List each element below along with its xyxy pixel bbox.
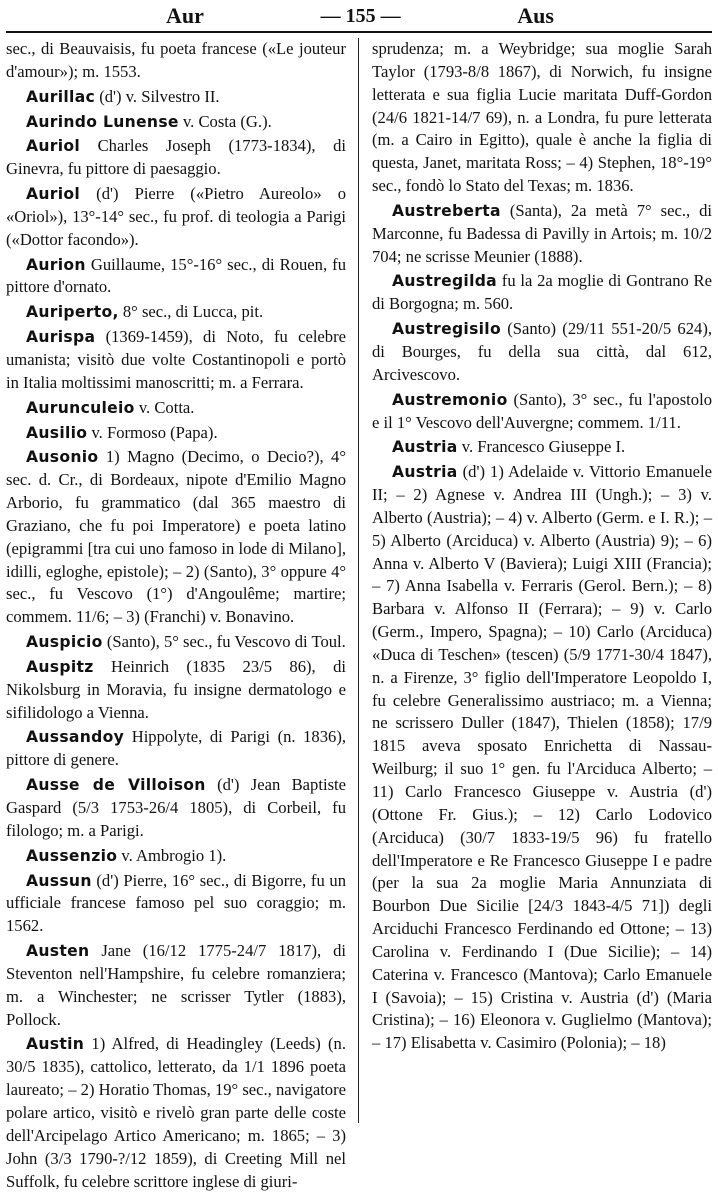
entry-body: Hippolyte, di Parigi (n. 1836), pittore di genere. (6, 727, 346, 770)
entry-headword: Austregilda (392, 272, 498, 291)
entry-headword: Aussandoy (26, 728, 125, 747)
left-column (6, 38, 346, 1195)
dictionary-entry (6, 422, 346, 445)
dictionary-entry (6, 301, 346, 324)
entry-body: (Santo), 3° sec., fu l'apostolo e il 1° Vescovo dell'Auvergne; commem. 1/11. (372, 389, 712, 432)
column-divider (358, 38, 359, 1123)
entry-body: Jane (16/12 1775-24/7 1817), di Steventon nell'Hampshire, fu celebre romanziera; m. a Winchester; ne scrisser Tytler (1883), Pollock. (6, 941, 346, 1029)
dictionary-entry (372, 461, 712, 1055)
header-right-guide-word: Aus (517, 3, 554, 28)
entry-headword: Austregisilo (392, 320, 501, 339)
entry-headword: Austin (26, 1035, 85, 1054)
dictionary-entry (6, 845, 346, 868)
entry-headword: Aurindo Lunense (26, 112, 179, 131)
entry-headword: Austremonio (392, 390, 508, 409)
entry-body: (1369-1459), di Noto, fu celebre umanista; visitò due volte Costantinopoli e portò in Italia moltissimi manoscritti; m. a Ferrara. (6, 327, 346, 392)
entry-body: 1) Alfred, di Headingley (Leeds) (n. 30/5 1835), cattolico, letterato, da 1/1 1896 poeta laureato; – 2) Horatio Thomas, 19° sec., navigatore polare artico, visitò e rivelò gran parte delle coste dell'Arcipelago Artico Americano; m. 1865; – 3) John (3/3 1790-?/12 1859), di Creeting Mill nel Suffolk, fu celebre scrittore inglese di giuri- (6, 1034, 346, 1191)
entry-body: (d') v. Silvestro II. (95, 86, 220, 106)
dictionary-entry (6, 656, 346, 725)
entry-headword: Auriperto, (26, 303, 119, 322)
entry-headword: Austen (26, 942, 90, 961)
entry-headword: Aussenzio (26, 846, 118, 865)
dictionary-entry (6, 940, 346, 1031)
entry-headword: Auriol (26, 137, 81, 156)
entry-headword: Ausse de Villoison (26, 776, 206, 795)
dictionary-entry (6, 397, 346, 420)
dictionary-entry (372, 318, 712, 387)
entry-body: (d') 1) Adelaide v. Vittorio Emanuele II; – 2) Agnese v. Andrea III (Ungh.); – 3) v. Alberto (Austria); – 4) v. Alberto (Germ. e I. R.); – 5) Alberto (Arciduca) v. Alberto (Austria) 9); – 6) Anna v. Alberto V (Baviera); Luigi XIII (Francia); – 7) Anna Isabella v. Ferraris (Gerol. Bern.); – 8) Barbara v. Alfonso II (Ferrara); – 9) v. Carlo (Germ., Impero, Spagna); – 10) Carlo (Arciduca) «Duca di Teschen» (tescen) (5/9 1771-30/4 1847), n. a Firenze, 3° figlio dell'Imperatore Leopoldo I, fu celebre Generalissimo austriaco; m. a Vienna; ne scrissero Duller (1847), Thielen (1858); 17/9 1815 aveva sposato Enrichetta di Nassau-Weilburg; il suo 1° gen. fu l'Arciduca Alberto; – 11) Carlo Francesco Giuseppe v. Austria (d') (Ottone Fr. Gius.); – 12) Carlo Lodovico (Arciduca) (30/7 1833-19/5 96) fu fratello dell'Imperatore e Re Francesco Giuseppe I e padre (per la sua 2a moglie Maria Annunziata di Bourbon Due Sicilie [24/3 1843-4/5 71]) degli Arciduchi Francesco Ferdinando ed Ottone; – 13) Carolina v. Ferdinando I (Due Sicilie); – 14) Caterina v. Francesco (Mantova); Carlo Emanuele I (Savoia); – 15) Cristina v. Austria (d') (Maria Cristina); – 16) Eleonora v. Guglielmo (Mantova); – 17) Elisabetta v. Casimiro (Polonia); – 18) (372, 462, 712, 1053)
dictionary-entry (6, 183, 346, 252)
entry-body: (d') Pierre («Pietro Aureolo» o «Oriol»), 13°-14° sec., fu prof. di teologia a Parigi («Dottor facondo»). (6, 184, 346, 249)
entry-headword: Austria (392, 438, 458, 457)
entry-body: Heinrich (1835 23/5 86), di Nikolsburg in Moravia, fu insigne dermatologo e sifilidologo a Vienna. (6, 656, 346, 722)
entry-body: v. Cotta. (134, 397, 195, 417)
dictionary-entry (6, 111, 346, 134)
entry-headword: Ausilio (26, 423, 88, 442)
entry-headword: Auspicio (26, 633, 103, 652)
entry-body: (d') Pierre, 16° sec., di Bigorre, fu un ufficiale francese famoso pel suo coraggio; m. 1562. (6, 870, 346, 936)
entry-body: fu la 2a moglie di Gontrano Re di Borgogna; m. 560. (372, 271, 712, 314)
entry-headword: Aurispa (26, 328, 96, 347)
dictionary-entry (6, 774, 346, 843)
entry-body: (d') Jean Baptiste Gaspard (5/3 1753-26/4 1805), di Corbeil, fu filologo; m. a Parigi. (6, 775, 346, 840)
entry-body: Guillaume, 15°-16° sec., di Rouen, fu pittore d'ornato. (6, 254, 346, 297)
entry-body: (Santa), 2a metà 7° sec., di Marconne, fu Badessa di Pavilly in Artois; m. 10/2 704; ne scrisse Meunier (1888). (372, 200, 712, 266)
entry-body: (Santo), 5° sec., fu Vescovo di Toul. (102, 632, 346, 652)
dictionary-entry (6, 326, 346, 395)
entry-body: v. Formoso (Papa). (87, 422, 218, 442)
entry-body: (Santo) (29/11 551-20/5 624), di Bourges, fu della sua città, dal 612, Arcivescovo. (372, 319, 712, 384)
entry-headword: Aussun (26, 871, 92, 890)
entry-body: v. Costa (G.). (178, 111, 272, 131)
dictionary-entry (6, 254, 346, 300)
entry-body: sprudenza; m. a Weybridge; sua moglie Sarah Taylor (1793-8/8 1867), di Norwich, fu insigne letterata e sua figlia Lucie maritata Duff-Gordon (24/6 1821-14/7 69), n. a Londra, fu pure letterata (m. a Cairo in Egitto), quale è anche la figlia di questa, Janet, maritata Ross; – 4) Stephen, 18°-19° sec., fondò lo Stato del Texas; m. 1836. (372, 39, 712, 196)
continued-entry (6, 38, 346, 84)
entry-body: v. Francesco Giuseppe I. (457, 437, 626, 457)
dictionary-entry (372, 270, 712, 316)
entry-body: sec., di Beauvaisis, fu poeta francese («Le jouteur d'amour»); m. 1553. (6, 39, 346, 81)
dictionary-entry (6, 86, 346, 109)
page-number: — 155 — (320, 4, 401, 27)
dictionary-entry (6, 870, 346, 939)
header-left-guide-word: Aur (166, 3, 204, 28)
entry-headword: Ausonio (26, 448, 99, 467)
dictionary-entry (372, 200, 712, 269)
header-rule (6, 31, 712, 33)
page-header (6, 0, 712, 32)
dictionary-entry (372, 436, 712, 459)
entry-body: v. Ambrogio 1). (117, 845, 227, 865)
entry-headword: Aurillac (26, 87, 96, 106)
entry-body: 8° sec., di Lucca, pit. (118, 302, 264, 322)
entry-headword: Austria (392, 463, 458, 482)
entry-headword: Aurunculeio (26, 398, 135, 417)
dictionary-entry (6, 135, 346, 181)
entry-body: 1) Magno (Decimo, o Decio?), 4° sec. d. Cr., di Bordeaux, nipote d'Emilio Magno Arborio, fu grammatico (dal 365 maestro di Graziano, che fu poi Imperatore) e poeta latino (epigrammi [tra cui uno famoso in lode di Milano], idilli, egloghe, epistole); – 2) (Santo), 3° oppure 4° sec., fu Vescovo (1°) d'Angoulême; martire; commem. 11/6; – 3) (Franchi) v. Bonavino. (6, 447, 346, 627)
dictionary-entry (372, 389, 712, 435)
entry-headword: Auspitz (26, 657, 94, 676)
dictionary-entry (6, 1033, 346, 1193)
right-column (372, 38, 712, 1057)
continued-entry (372, 38, 712, 198)
entry-headword: Austreberta (392, 201, 501, 220)
entry-body: Charles Joseph (1773-1834), di Ginevra, fu pittore di paesaggio. (6, 136, 346, 179)
dictionary-entry (6, 726, 346, 772)
entry-headword: Auriol (26, 185, 81, 204)
dictionary-entry (6, 631, 346, 654)
entry-headword: Aurion (26, 255, 86, 274)
dictionary-entry (6, 446, 346, 629)
